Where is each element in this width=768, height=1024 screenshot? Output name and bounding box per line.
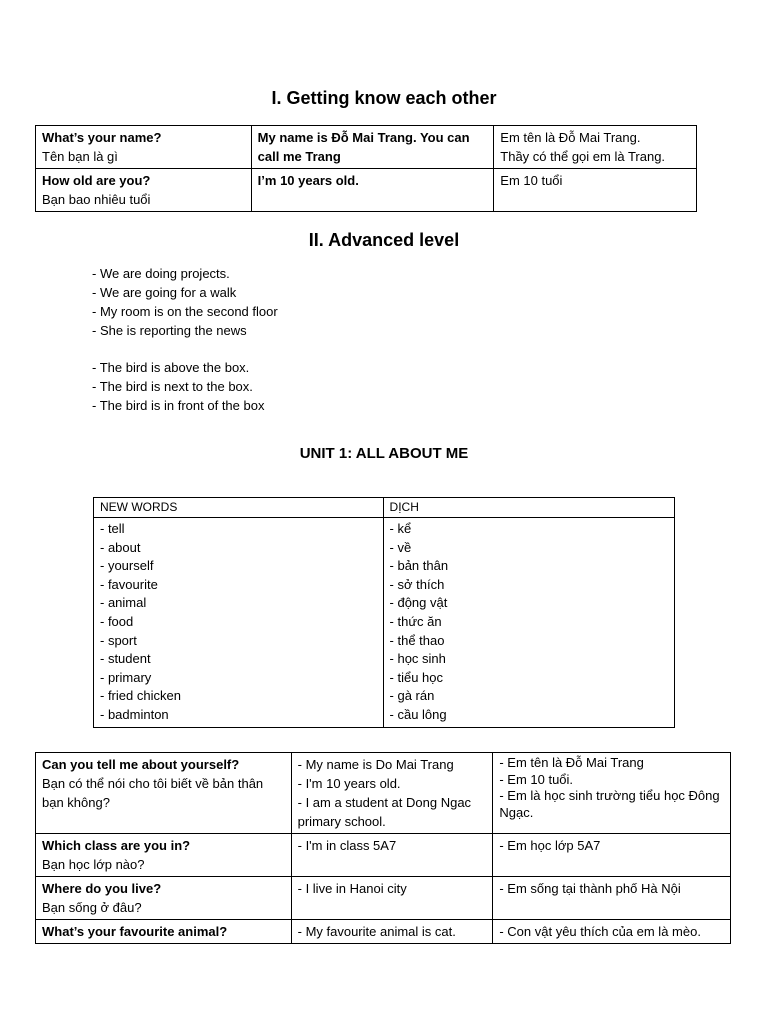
table-row	[94, 518, 675, 728]
translation-cell	[494, 169, 697, 212]
answer-line: primary school.	[297, 814, 386, 829]
answer-cell: I’m 10 years old.	[251, 169, 494, 212]
question-translation: Tên bạn là gì	[42, 149, 118, 164]
word: - primary	[100, 669, 152, 685]
word: - favourite	[100, 576, 158, 592]
question-translation: Bạn bao nhiêu tuổi	[42, 192, 151, 207]
spacer	[92, 340, 278, 358]
word: - badminton	[100, 706, 169, 722]
translation-cell: - Em học lớp 5A7	[493, 834, 731, 877]
question-text: How old are you?	[42, 173, 151, 188]
section-1-title: I. Getting know each other	[271, 88, 497, 108]
table-header-row	[94, 498, 675, 518]
list-item: - The bird is next to the box.	[92, 379, 253, 394]
translation: - kể	[389, 521, 412, 536]
answer-cell: - I'm in class 5A7	[291, 834, 493, 877]
unit-title: UNIT 1: ALL ABOUT ME	[299, 445, 469, 462]
column-header-new-words: NEW WORDS	[94, 498, 384, 518]
question-cell	[36, 753, 292, 834]
answer-cell	[291, 753, 493, 834]
column-header-translation: DỊCH	[383, 498, 674, 518]
translation: - động vật	[389, 595, 448, 611]
word: - fried chicken	[100, 688, 181, 704]
translation-line: Em tên là Đỗ Mai Trang.	[500, 130, 641, 145]
table-row	[36, 126, 697, 169]
question-text: Can you tell me about yourself?	[42, 757, 240, 772]
table-row	[36, 920, 731, 944]
question-translation: Bạn sống ở đâu?	[42, 900, 142, 915]
answer-cell: My name is Đỗ Mai Trang. You can call me Trang	[251, 126, 494, 169]
translation: - gà rán	[389, 688, 435, 704]
list-item: - We are doing projects.	[92, 266, 230, 281]
translation-line: Em 10 tuổi	[500, 173, 563, 188]
question-text: Which class are you in?	[42, 838, 191, 853]
list-item: - The bird is in front of the box	[92, 398, 265, 413]
question-translation: Bạn học lớp nào?	[42, 857, 145, 872]
answer-cell: - My favourite animal is cat.	[291, 920, 493, 944]
table-row	[36, 753, 731, 834]
question-cell	[36, 877, 292, 920]
section-2-title: II. Advanced level	[308, 230, 460, 250]
translation-cell: - Con vật yêu thích của em là mèo.	[493, 920, 731, 944]
translation-line: - Em là học sinh trường tiểu học Đông	[499, 788, 720, 803]
list-item: - The bird is above the box.	[92, 360, 250, 375]
table-row	[36, 834, 731, 877]
translation-cell: - Em sống tại thành phố Hà Nội	[493, 877, 731, 920]
translation: - thức ăn	[389, 613, 442, 629]
question-cell	[36, 126, 252, 169]
vocabulary-table	[93, 497, 675, 728]
word: - food	[100, 613, 134, 629]
word: - tell	[100, 521, 125, 536]
table-row	[36, 169, 697, 212]
answer-line: - I'm 10 years old.	[297, 776, 401, 791]
translations-cell	[383, 518, 674, 728]
qa-table	[35, 752, 731, 944]
translation: - cầu lông	[389, 706, 447, 722]
sentence-list	[92, 264, 278, 415]
translation-cell	[494, 126, 697, 169]
question-text: Where do you live?	[42, 881, 162, 896]
question-translation: bạn không?	[42, 795, 110, 810]
intro-table	[35, 125, 697, 212]
question-cell	[36, 834, 292, 877]
translation-line: Thầy có thể gọi em là Trang.	[500, 149, 666, 164]
word: - student	[100, 651, 151, 667]
list-item: - My room is on the second floor	[92, 304, 278, 319]
word: - sport	[100, 632, 137, 648]
translation: - tiểu học	[389, 669, 444, 685]
translation: - thể thao	[389, 632, 445, 648]
table-row	[36, 877, 731, 920]
word: - yourself	[100, 558, 154, 574]
translation: - bản thân	[389, 558, 449, 574]
question-text: What’s your name?	[42, 130, 162, 145]
words-cell	[94, 518, 384, 728]
word: - about	[100, 539, 141, 555]
answer-line: - I am a student at Dong Ngac	[297, 795, 472, 810]
translation: - học sinh	[389, 651, 446, 667]
list-item: - We are going for a walk	[92, 285, 237, 300]
question-translation: Bạn có thể nói cho tôi biết về bản thân	[42, 776, 264, 791]
question-cell: What’s your favourite animal?	[36, 920, 292, 944]
list-item: - She is reporting the news	[92, 323, 247, 338]
translation-cell	[493, 753, 731, 834]
translation-line: Ngạc.	[499, 804, 534, 820]
translation-line: - Em tên là Đỗ Mai Trang	[499, 755, 644, 770]
translation: - sở thích	[389, 576, 445, 592]
translation: - về	[389, 539, 412, 555]
translation-line: - Em 10 tuổi.	[499, 771, 574, 787]
word: - animal	[100, 595, 147, 611]
answer-line: - My name is Do Mai Trang	[297, 757, 454, 772]
answer-cell: - I live in Hanoi city	[291, 877, 493, 920]
question-cell	[36, 169, 252, 212]
